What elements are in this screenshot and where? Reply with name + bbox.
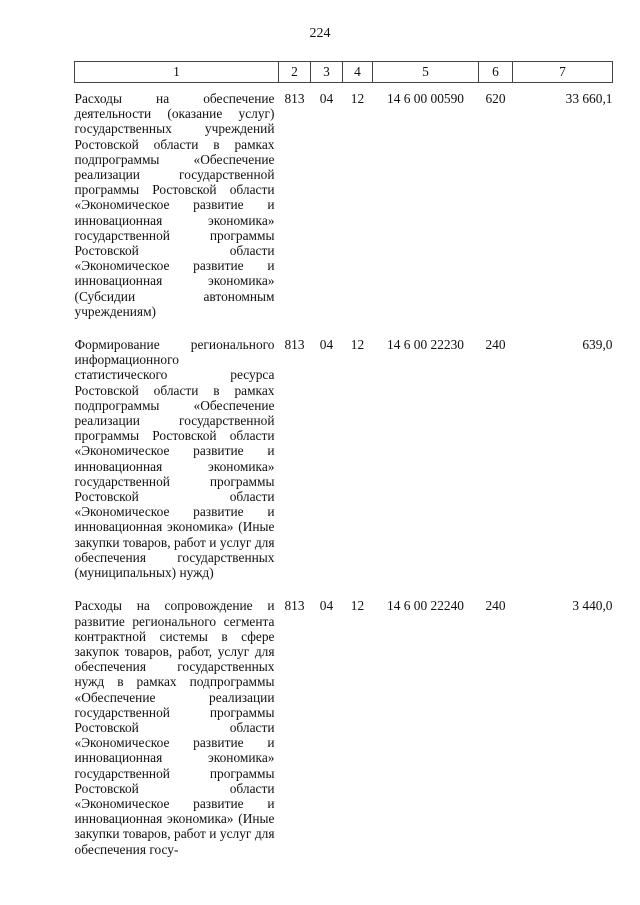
row-expense-type: 240: [485, 337, 506, 353]
page-number: 224: [309, 26, 331, 41]
header-col-3: 3: [311, 62, 343, 83]
row-target-article: 14 6 00 22240: [387, 598, 464, 614]
row-ministry-code: 813: [284, 91, 305, 106]
header-col-6: 6: [479, 62, 513, 83]
row-section-code: 04: [319, 337, 334, 353]
header-col-4: 4: [343, 62, 373, 83]
budget-table: [74, 61, 613, 861]
row-section-code: 04: [319, 598, 334, 614]
row-section-code: 04: [319, 91, 334, 106]
row-subsection-code: 12: [350, 337, 365, 353]
row-target-article: 14 6 00 22230: [387, 337, 464, 353]
header-col-1: 1: [75, 62, 279, 83]
header-col-5: 5: [373, 62, 479, 83]
row-amount: 639,0: [582, 337, 613, 353]
header-col-2: 2: [279, 62, 311, 83]
row-description: Расходы на сопровождение и развитие регионального сегмента контрактной системы в сфере закупок товаров, работ, услуг для обеспечения государственных нужд в рамках подпрограммы «Обеспечение реализации государственной программы Ростовской области «Экономическое развитие и инновационная экономика» государственной программы Ростовской области «Экономическое развитие и инновационная экономика» (Иные закупки товаров, работ и услуг для обеспечения госу-: [74, 598, 275, 857]
table-row: [75, 584, 613, 860]
row-target-article: 14 6 00 00590: [387, 91, 464, 106]
header-row: [75, 62, 613, 83]
table-row: [75, 83, 613, 324]
row-description: Формирование регионального информационного статистического ресурса Ростовской области в рамках подпрограммы «Обеспечение реализации государственной программы Ростовской области «Экономическое развитие и инновационная экономика» государственной программы Ростовской области «Экономическое развитие и инновационная экономика» (Иные закупки товаров, работ и услуг для обеспечения государственных (муниципальных) нужд): [74, 337, 275, 581]
row-expense-type: 240: [485, 598, 506, 614]
row-expense-type: 620: [485, 91, 506, 106]
row-ministry-code: 813: [284, 337, 305, 353]
header-col-7: 7: [513, 62, 613, 83]
table-row: [75, 323, 613, 584]
row-amount: 3 440,0: [572, 598, 613, 614]
row-subsection-code: 12: [350, 91, 365, 106]
row-description: Расходы на обеспечение деятельности (оказание услуг) государственных учреждений Ростовской области в рамках подпрограммы «Обеспечение реализации государственной программы Ростовской области «Экономическое развитие и инновационная экономика» государственной программы Ростовской области «Экономическое развитие и инновационная экономика» (Субсидии автономным учреждениям): [74, 91, 275, 319]
row-subsection-code: 12: [350, 598, 365, 614]
row-amount: 33 660,1: [565, 91, 613, 106]
row-ministry-code: 813: [284, 598, 305, 614]
